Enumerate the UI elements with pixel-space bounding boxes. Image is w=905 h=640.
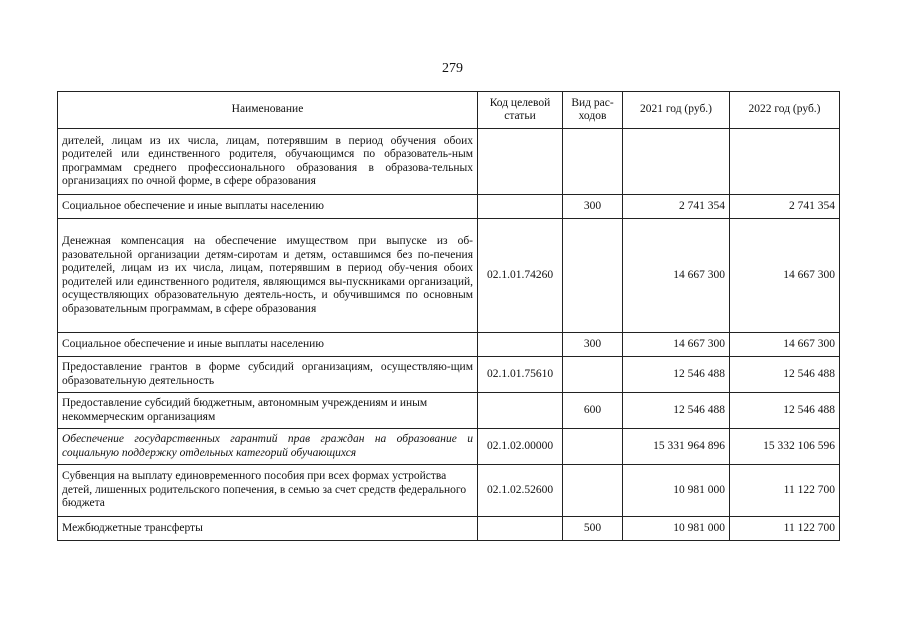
- table-row: [58, 465, 840, 517]
- row-name: Предоставление субсидий бюджетным, автономным учреждениям и иным некоммерческим организациям: [58, 393, 478, 429]
- row-code: 02.1.02.00000: [478, 429, 563, 465]
- row-name: Социальное обеспечение и иные выплаты населению: [58, 195, 478, 219]
- row-2022: 14 667 300: [730, 333, 840, 357]
- row-2022: [730, 129, 840, 195]
- table-row: [58, 429, 840, 465]
- row-vid: [563, 129, 623, 195]
- row-vid: [563, 357, 623, 393]
- row-name: Социальное обеспечение и иные выплаты населению: [58, 333, 478, 357]
- row-vid: 300: [563, 333, 623, 357]
- header-2022: 2022 год (руб.): [730, 92, 840, 129]
- row-code: [478, 517, 563, 541]
- row-code: [478, 333, 563, 357]
- row-2021: 12 546 488: [623, 357, 730, 393]
- header-vid: Вид рас-ходов: [563, 92, 623, 129]
- row-2022: 12 546 488: [730, 357, 840, 393]
- row-2021: 15 331 964 896: [623, 429, 730, 465]
- row-2022: 11 122 700: [730, 465, 840, 517]
- row-code: [478, 129, 563, 195]
- budget-table: [57, 91, 840, 541]
- row-name: Межбюджетные трансферты: [58, 517, 478, 541]
- row-2022: 2 741 354: [730, 195, 840, 219]
- table-row: [58, 517, 840, 541]
- row-2022: 14 667 300: [730, 219, 840, 333]
- table-row: [58, 393, 840, 429]
- row-vid: 600: [563, 393, 623, 429]
- row-vid: [563, 429, 623, 465]
- row-code: 02.1.01.74260: [478, 219, 563, 333]
- row-name: Субвенция на выплату единовременного пособия при всех формах устройства детей, лишенных родительского попечения, в семью за счет средств федерального бюджета: [58, 465, 478, 517]
- row-vid: [563, 465, 623, 517]
- row-vid: 500: [563, 517, 623, 541]
- header-code: Код целевой статьи: [478, 92, 563, 129]
- row-vid: 300: [563, 195, 623, 219]
- row-2021: 14 667 300: [623, 219, 730, 333]
- row-2021: 12 546 488: [623, 393, 730, 429]
- row-code: [478, 195, 563, 219]
- row-name: Предоставление грантов в форме субсидий организациям, осуществляю-щим образовательную деятельность: [58, 357, 478, 393]
- row-2022: 11 122 700: [730, 517, 840, 541]
- row-name: Денежная компенсация на обеспечение имуществом при выпуске из об-разовательной организации детям-сиротам и детям, оставшимся без по-печения родителей, лицам из их числа, лицам, потерявшим в период обу-чения обоих родителей или единственного родителя, являющимся вы-пускниками организаций, осуществляющих образовательную деятель-ность, и обучившимся по основным образовательным программам, в сфере образования: [58, 219, 478, 333]
- page-number: 279: [442, 61, 463, 76]
- header-2021: 2021 год (руб.): [623, 92, 730, 129]
- table-row: [58, 333, 840, 357]
- table-header-row: [58, 92, 840, 129]
- row-2021: [623, 129, 730, 195]
- row-name: дителей, лицам из их числа, лицам, потерявшим в период обучения обоих родителей или единственного родителя, обучающимся по образователь-ным программам среднего профессионального образования в образова-тельных организациях по очной форме, в сфере образования: [58, 129, 478, 195]
- row-name: Обеспечение государственных гарантий прав граждан на образование и социальную поддержку отдельных категорий обучающихся: [58, 429, 478, 465]
- table-row: [58, 195, 840, 219]
- row-2021: 10 981 000: [623, 517, 730, 541]
- row-2021: 14 667 300: [623, 333, 730, 357]
- row-code: [478, 393, 563, 429]
- table-row: [58, 129, 840, 195]
- header-name: Наименование: [58, 92, 478, 129]
- row-code: 02.1.02.52600: [478, 465, 563, 517]
- table-row: [58, 219, 840, 333]
- row-2021: 2 741 354: [623, 195, 730, 219]
- row-2022: 12 546 488: [730, 393, 840, 429]
- row-2021: 10 981 000: [623, 465, 730, 517]
- row-code: 02.1.01.75610: [478, 357, 563, 393]
- table-row: [58, 357, 840, 393]
- row-vid: [563, 219, 623, 333]
- row-2022: 15 332 106 596: [730, 429, 840, 465]
